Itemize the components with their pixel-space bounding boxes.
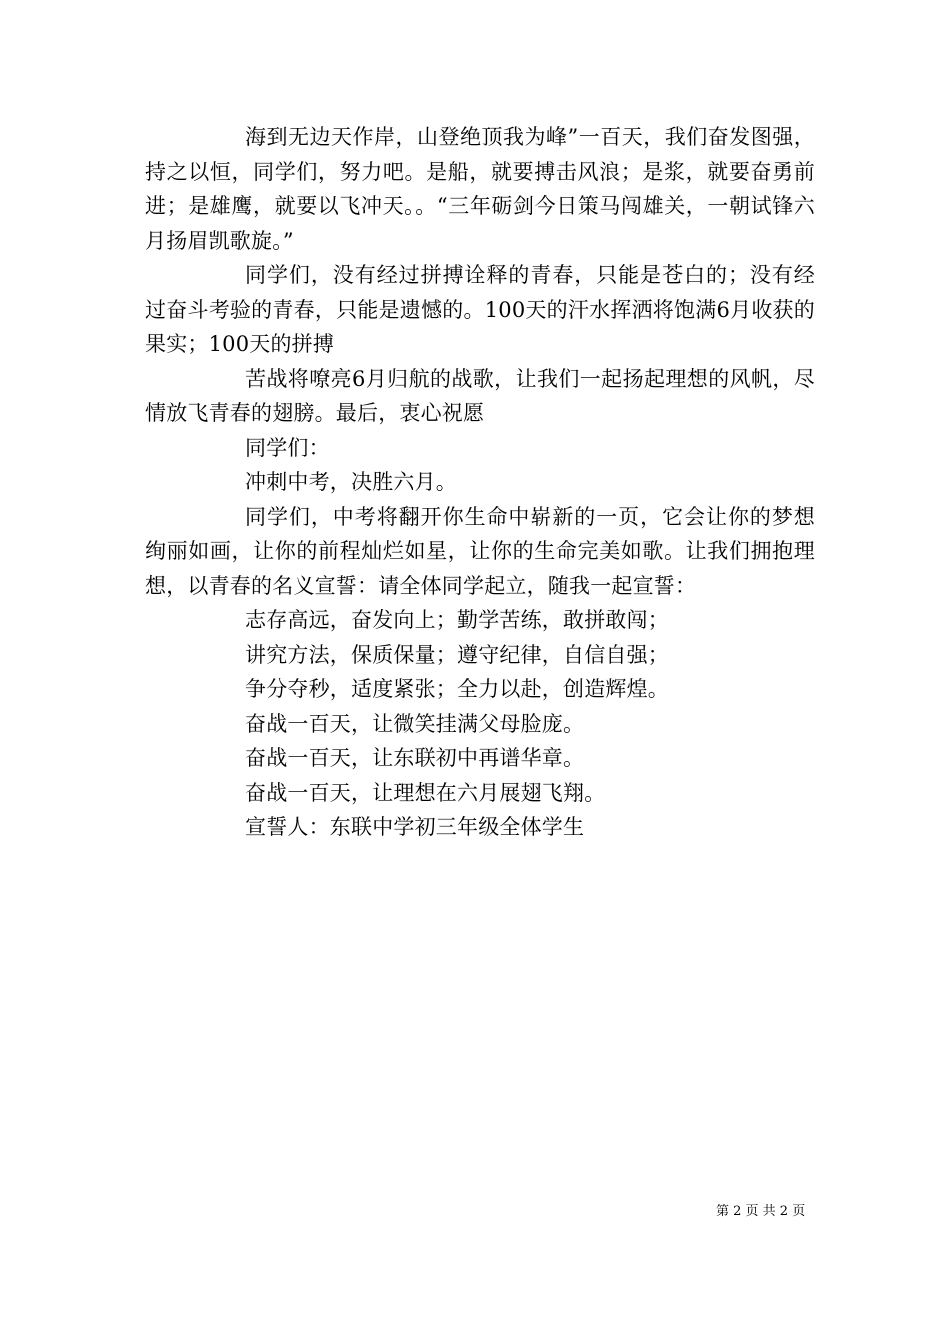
oath-line: 奋战一百天，让微笑挂满父母脸庞。 [245,711,585,736]
oath-line: 讲究方法，保质保量；遵守纪律，自信自强； [245,642,669,667]
oath-line: 奋战一百天，让东联初中再谱华章。 [245,746,585,770]
oath-line: 志存高远，奋发向上；勤学苦练，敢拼敢闯； [245,608,669,632]
signatory-line: 宣誓人：东联中学初三年级全体学生 [245,815,585,839]
paragraph: 同学们： [245,435,330,460]
document-body [145,120,815,845]
paragraph: 同学们，中考将翻开你生命中崭新的一页，它会让你的梦想绚丽如画，让你的前程灿烂如星，让你的生命完美如歌。让我们拥抱理想，以青春的名义宣誓：请全体同学起立，随我一起宣誓： [145,504,815,598]
page-number-footer: 第 2 页 共 2 页 [716,1204,806,1219]
paragraph: 冲刺中考，决胜六月。 [245,470,457,494]
paragraph: 同学们，没有经过拼搏诠释的青春，只能是苍白的；没有经过奋斗考验的青春，只能是遗憾的。100天的汗水挥洒将饱满6月收获的果实；100天的拼搏 [145,263,815,356]
paragraph: 苦战将嘹亮6月归航的战歌，让我们一起扬起理想的风帆，尽情放飞青春的翅膀。最后，衷心祝愿 [145,366,815,425]
oath-line: 奋战一百天，让理想在六月展翅飞翔。 [245,780,606,805]
oath-line: 争分夺秒，适度紧张；全力以赴，创造辉煌。 [245,677,669,701]
paragraph: 海到无边天作岸，山登绝顶我为峰”一百天，我们奋发图强，持之以恒，同学们，努力吧。是船，就要搏击风浪；是浆，就要奋勇前进；是雄鹰，就要以飞冲天。。“三年砺剑今日策马闯雄关，一朝试锋六月扬眉凯歌旋。” [145,125,815,253]
